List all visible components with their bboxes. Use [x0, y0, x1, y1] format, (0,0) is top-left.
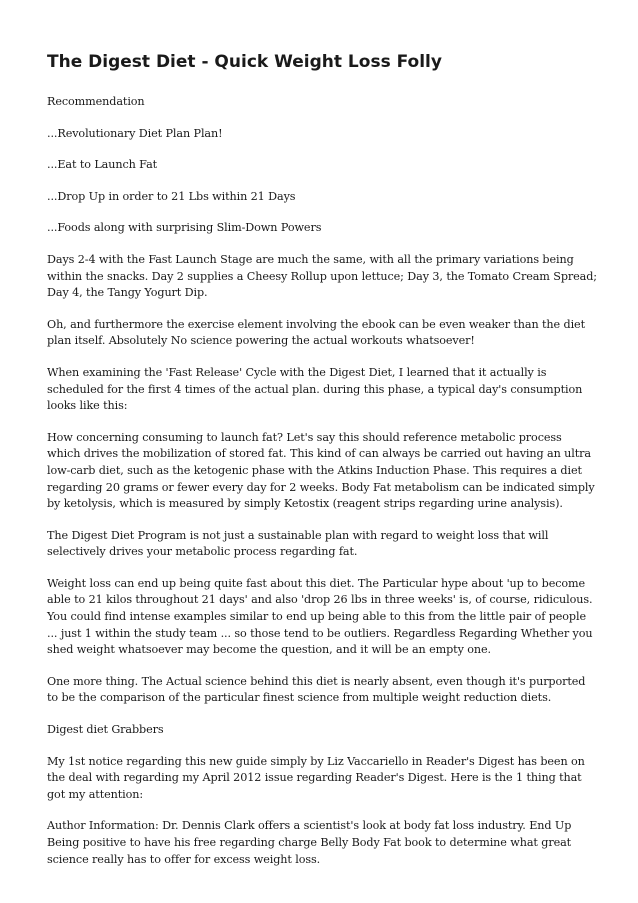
- document-title: The Digest Diet - Quick Weight Loss Folly: [47, 52, 442, 72]
- paragraph: The Digest Diet Program is not just a sustainable plan with regard to weight loss that will selectively drives your metabolic process regarding fat.: [47, 528, 549, 559]
- paragraph-bullet-1: ...Revolutionary Diet Plan Plan!: [47, 126, 223, 140]
- paragraph: How concerning consuming to launch fat? Let's say this should reference metabolic process which drives the mobilization of stored fat. This kind of can always be carried out having an ultra low-carb diet, such as the ketogenic phase with the Atkins Induction Phase. This requires a diet regarding 20 grams or fewer every day for 2 weeks. Body Fat metabolism can be indicated simply by ketolysis, which is measured by simply Ketostix (reagent strips regarding urine analysis).: [47, 430, 595, 511]
- paragraph: One more thing. The Actual science behind this diet is nearly absent, even though it's purported to be the comparison of the particular finest science from multiple weight reduction diets.: [47, 674, 586, 705]
- paragraph-bullet-4: ...Foods along with surprising Slim-Down Powers: [47, 221, 322, 235]
- paragraph-recommendation: Recommendation: [47, 95, 145, 108]
- document-page: [47, 50, 597, 883]
- paragraph-bullet-2: ...Eat to Launch Fat: [47, 158, 158, 172]
- paragraph: Oh, and furthermore the exercise element involving the ebook can be even weaker than the diet plan itself. Absolutely No science powering the actual workouts whatsoever!: [47, 317, 585, 348]
- paragraph-author-info: Author Information: Dr. Dennis Clark offers a scientist's look at body fat loss industry. End Up Being positive to have his free regarding charge Belly Body Fat book to determine what great science really has to offer for excess weight loss.: [47, 819, 572, 866]
- paragraph-bullet-3: ...Drop Up in order to 21 Lbs within 21 Days: [47, 189, 296, 203]
- paragraph: When examining the 'Fast Release' Cycle with the Digest Diet, I learned that it actually is scheduled for the first 4 times of the actual plan. during this phase, a typical day's consumption looks like this:: [47, 365, 583, 413]
- paragraph: Days 2-4 with the Fast Launch Stage are much the same, with all the primary variations being within the snacks. Day 2 supplies a Cheesy Rollup upon lettuce; Day 3, the Tomato Cream Spread; Day 4, the Tangy Yogurt Dip.: [47, 252, 597, 300]
- section-heading-grabbers: Digest diet Grabbers: [47, 723, 164, 737]
- paragraph: Weight loss can end up being quite fast about this diet. The Particular hype about 'up to become able to 21 kilos throughout 21 days' and also 'drop 26 lbs in three weeks' is, of course, ridiculous. You could find intense examples similar to end up being able to this from the little pair of people ... just 1 within the study team ... so those tend to be outliers. Regardless Regarding Whether you shed weight whatsoever may become the question, and it will be an empty one.: [47, 576, 593, 657]
- paragraph: My 1st notice regarding this new guide simply by Liz Vaccariello in Reader's Digest has been on the deal with regarding my April 2012 issue regarding Reader's Digest. Here is the 1 thing that got my attention:: [47, 754, 585, 801]
